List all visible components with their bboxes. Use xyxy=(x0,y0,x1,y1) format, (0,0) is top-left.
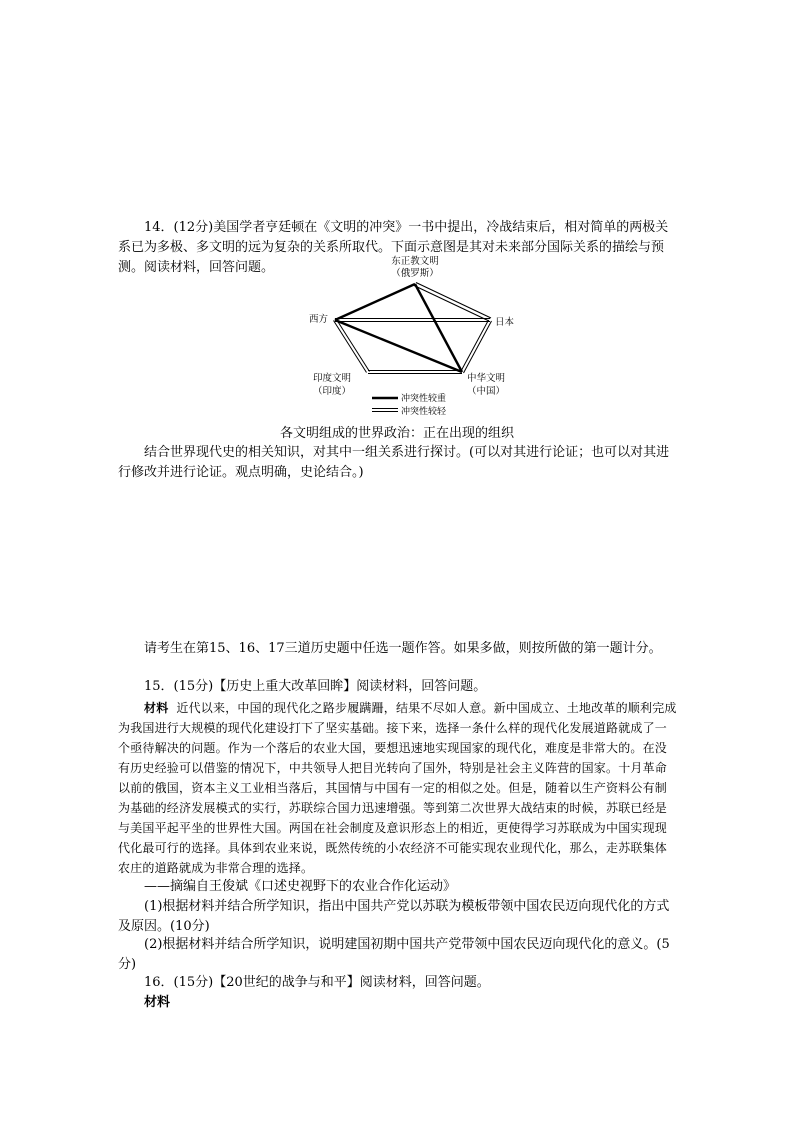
q15-stem: 15．(15分)【历史上重大改革回眸】阅读材料，回答问题。 xyxy=(144,679,487,694)
node-japan: 日本 xyxy=(495,317,515,328)
q14-prompt: 结合世界现代史的相关知识，对其中一组关系进行探讨。(可以对其进行论证；也可以对其进行修改并进行论证。观点明确，史论结合。) xyxy=(118,445,670,480)
line-japan-china xyxy=(461,320,492,373)
line-west-japan xyxy=(335,319,490,322)
answer-space xyxy=(118,470,678,630)
node-west: 西方 xyxy=(308,314,328,325)
material-label: 材料 xyxy=(144,701,169,715)
node-orthodox-sub: （俄罗斯） xyxy=(391,268,439,279)
line-india-china xyxy=(368,371,462,374)
legend-weak: 冲突性较轻 xyxy=(401,407,447,417)
line-west-orthodox xyxy=(335,284,415,320)
civilization-diagram xyxy=(300,252,530,422)
node-orthodox: 东正教文明 xyxy=(391,256,439,267)
node-india-sub: （印度） xyxy=(312,386,352,397)
diagram-caption: 各文明组成的世界政治：正在出现的组织 xyxy=(279,426,514,441)
node-china: 中华文明 xyxy=(466,373,506,384)
q16-stem: 16．(15分)【20世纪的战争与和平】阅读材料，回答问题。 xyxy=(144,975,490,990)
legend-weak-line xyxy=(372,409,398,412)
q16-material-label: 材料 xyxy=(144,995,171,1010)
choice-note: 请考生在第15、16、17三道历史题中任选一题作答。如果多做，则按所做的第一题计分。 xyxy=(144,641,662,656)
line-west-china xyxy=(335,320,462,372)
node-india: 印度文明 xyxy=(312,373,352,384)
node-china-sub: （中国） xyxy=(466,386,506,397)
q15-sub1: (1)根据材料并结合所学知识，指出中国共产党以苏联为模板带领中国农民迈向现代化的方式及原因。(10分) xyxy=(118,899,670,934)
q15-sub2: (2)根据材料并结合所学知识，说明建国初期中国共产党带领中国农民迈向现代化的意义。(5分) xyxy=(118,937,670,972)
material-text: 近代以来，中国的现代化之路步履蹒跚，结果不尽如人意。新中国成立、土地改革的顺利完成为我国进行大规模的现代化建设打下了坚实基础。接下来，选择一条什么样的现代化发展道路就成了一个亟待解决的问题。作为一个落后的农业大国，要想迅速地实现国家的现代化，难度是非常大的。在没有历史经验可以借鉴的情况下，中共领导人把目光转向了国外，特别是社会主义阵营的国家。十月革命以前的俄国，资本主义工业相当落后，其国情与中国有一定的相似之处。但是，随着以生产资料公有制为基础的经济发展模式的实行，苏联综合国力迅速增强。等到第二次世界大战结束的时候，苏联已经是与美国平起平坐的世界性大国。两国在社会制度及意识形态上的相近，更使得学习苏联成为中国实现现代化最可行的选择。具体到农业来说，既然传统的小农经济不可能实现农业现代化，那么，走苏联集体农庄的道路就成为非常合理的选择。 xyxy=(118,701,677,875)
q15-material xyxy=(118,698,678,878)
q14-stem: 14．(12分)美国学者亨廷顿在《文明的冲突》一书中提出，冷战结束后，相对简单的两极关系已为多极、多文明的远为复杂的关系所取代。下面示意图是其对未来部分国际关系的描绘与预测。阅读材料，回答问题。 xyxy=(118,220,669,275)
legend-strong: 冲突性较重 xyxy=(401,394,447,404)
material-source: ——摘编自王俊斌《口述史视野下的农业合作化运动》 xyxy=(144,879,457,894)
